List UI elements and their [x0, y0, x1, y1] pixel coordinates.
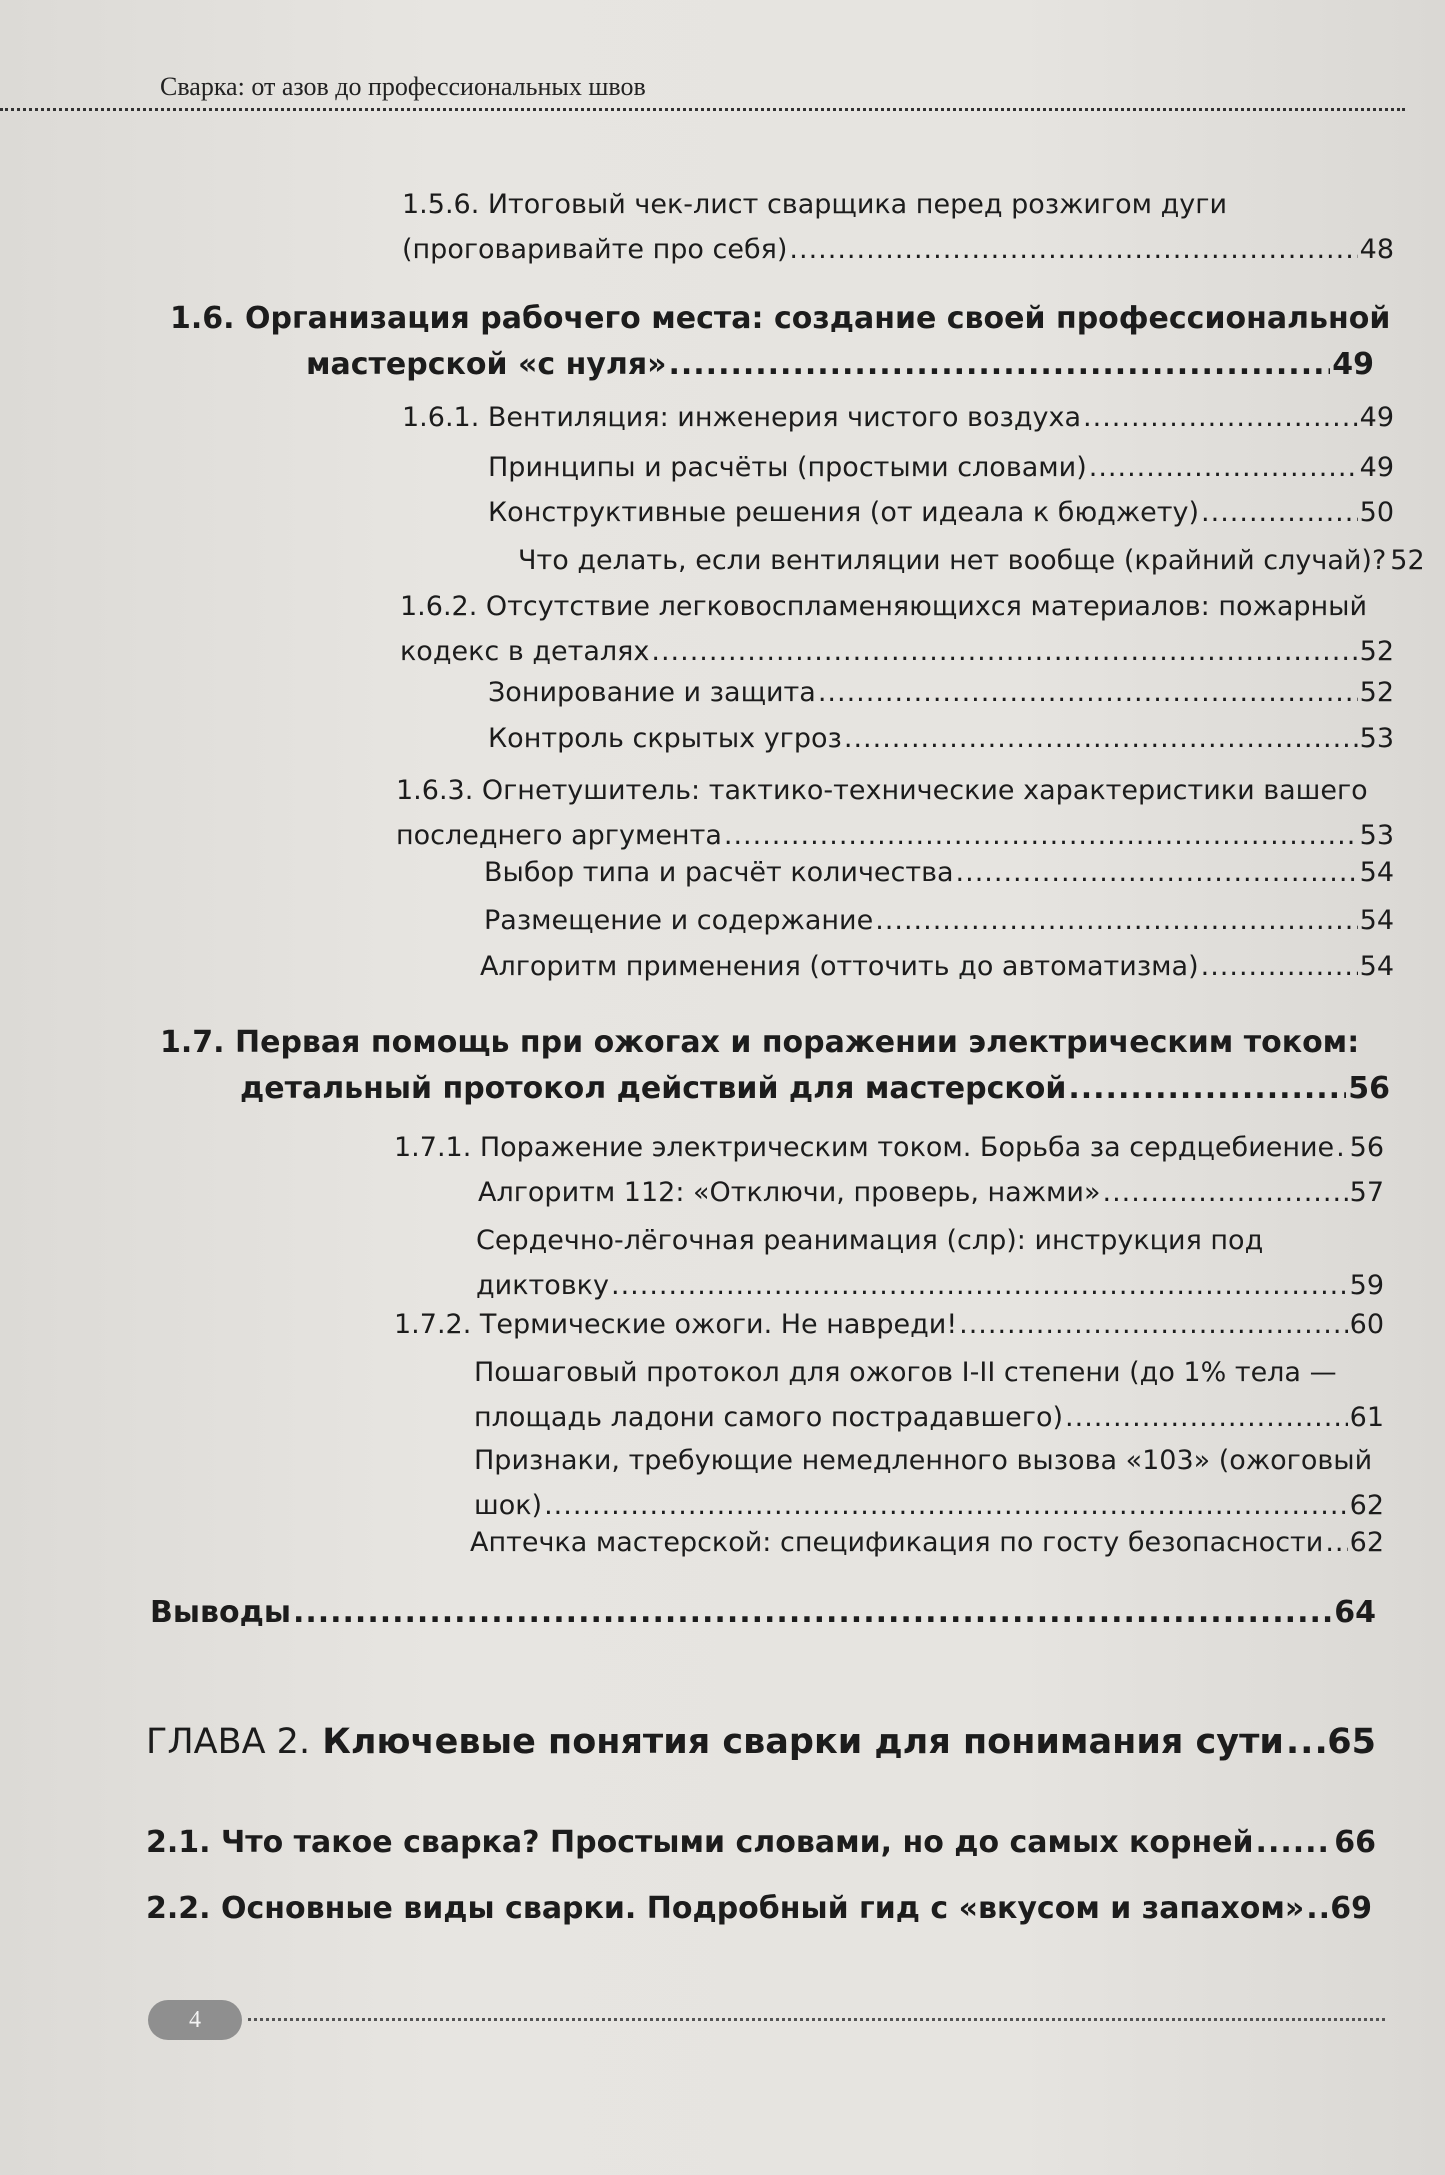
page-number: 52: [1359, 677, 1394, 708]
toc-entry-first-aid-kit[interactable]: Аптечка мастерской: спецификация по госту безопасности ..... 62: [470, 1520, 1384, 1565]
toc-entry-hidden-threats[interactable]: Контроль скрытых угроз ..... 53: [488, 716, 1394, 761]
toc-entry-1-7-1[interactable]: 1.7.1. Поражение электрическим током. Борьба за сердцебиение ..... 56: [394, 1125, 1384, 1170]
page-number: 54: [1359, 905, 1394, 936]
toc-entry-1-7-2[interactable]: 1.7.2. Термические ожоги. Не навреди! ..... 60: [394, 1302, 1384, 1347]
toc-entry-1-6-3[interactable]: 1.6.3. Огнетушитель: тактико-технические характеристики вашего последнего аргумента ..... 53: [396, 768, 1394, 858]
toc-entry-2-1[interactable]: 2.1. Что такое сварка? Простыми словами, но до самых корней ..... 66: [146, 1820, 1376, 1866]
toc-entry-algorithm[interactable]: Алгоритм применения (отточить до автоматизма) ..... 54: [480, 944, 1394, 989]
page-number: 53: [1359, 820, 1394, 851]
toc-entry-burn-protocol[interactable]: Пошаговый протокол для ожогов I-II степени (до 1% тела — площадь ладони самого пострадавшего) ..... 61: [474, 1350, 1384, 1440]
toc-entry-algorithm-112[interactable]: Алгоритм 112: «Отключи, проверь, нажми» ..... 57: [478, 1170, 1384, 1215]
page-number: 52: [1390, 545, 1425, 576]
page-number: 49: [1359, 402, 1394, 433]
toc-entry-conclusions[interactable]: Выводы ..... 64: [150, 1590, 1376, 1636]
toc-entry-1-6-2[interactable]: 1.6.2. Отсутствие легковоспламеняющихся материалов: пожарный кодекс в деталях ..... 52: [400, 584, 1394, 674]
page-number: 54: [1359, 951, 1394, 982]
page-number: 62: [1349, 1490, 1384, 1521]
page-number: 69: [1330, 1891, 1372, 1926]
page-number: 49: [1359, 452, 1394, 483]
page-number: 56: [1348, 1071, 1390, 1106]
toc-entry-cpr[interactable]: Сердечно-лёгочная реанимация (слр): инструкция под диктовку ..... 59: [476, 1218, 1384, 1308]
toc-entry-burn-shock[interactable]: Признаки, требующие немедленного вызова «103» (ожоговый шок) ..... 62: [474, 1438, 1384, 1528]
page-number: 62: [1349, 1527, 1384, 1558]
running-header: Сварка: от азов до профессиональных швов: [160, 72, 646, 101]
toc-entry-no-ventilation[interactable]: Что делать, если вентиляции нет вообще (крайний случай)? 52: [518, 538, 1394, 583]
toc-entry-type-selection[interactable]: Выбор типа и расчёт количества ..... 54: [484, 850, 1394, 895]
toc-entry-constructive[interactable]: Конструктивные решения (от идеала к бюджету) ..... 50: [488, 490, 1394, 535]
page-number: 53: [1359, 723, 1394, 754]
toc-entry-placement[interactable]: Размещение и содержание ..... 54: [484, 898, 1394, 943]
page-number: 56: [1349, 1132, 1384, 1163]
toc-entry-chapter-2[interactable]: ГЛАВА 2. Ключевые понятия сварки для понимания сути ..... 65: [146, 1720, 1376, 1765]
page-number: 48: [1359, 234, 1394, 265]
page-number: 50: [1359, 497, 1394, 528]
toc-entry-principles[interactable]: Принципы и расчёты (простыми словами) ..... 49: [488, 445, 1394, 490]
page-number: 49: [1332, 347, 1374, 382]
toc-entry-zoning[interactable]: Зонирование и защита ..... 52: [488, 670, 1394, 715]
page-number: 59: [1349, 1270, 1384, 1301]
header-divider: [0, 108, 1405, 111]
toc-entry-1-5-6[interactable]: 1.5.6. Итоговый чек-лист сварщика перед розжигом дуги (проговаривайте про себя) ..... 48: [402, 182, 1394, 272]
page-number: 52: [1359, 636, 1394, 667]
chapter-label: ГЛАВА 2.: [146, 1722, 311, 1762]
page-number: 61: [1349, 1402, 1384, 1433]
toc-entry-2-2[interactable]: 2.2. Основные виды сварки. Подробный гид с «вкусом и запахом» ..... 69: [146, 1886, 1372, 1932]
toc-entry-1-6[interactable]: 1.6. Организация рабочего места: создание своей профессиональной мастерской «с нуля» ..... 49: [170, 296, 1374, 388]
toc-entry-1-7[interactable]: 1.7. Первая помощь при ожогах и поражении электрическим током: детальный протокол действий для мастерской ..... 56: [160, 1020, 1390, 1112]
page-number: 60: [1349, 1309, 1384, 1340]
page-number: 64: [1334, 1595, 1376, 1630]
page-number: 65: [1327, 1722, 1376, 1762]
footer-divider: [248, 2018, 1385, 2021]
page-number: 66: [1334, 1825, 1376, 1860]
page-number: 57: [1349, 1177, 1384, 1208]
page-number-tab: 4: [148, 2000, 242, 2040]
toc-entry-1-6-1[interactable]: 1.6.1. Вентиляция: инженерия чистого воздуха ..... 49: [402, 395, 1394, 440]
page-number: 54: [1359, 857, 1394, 888]
